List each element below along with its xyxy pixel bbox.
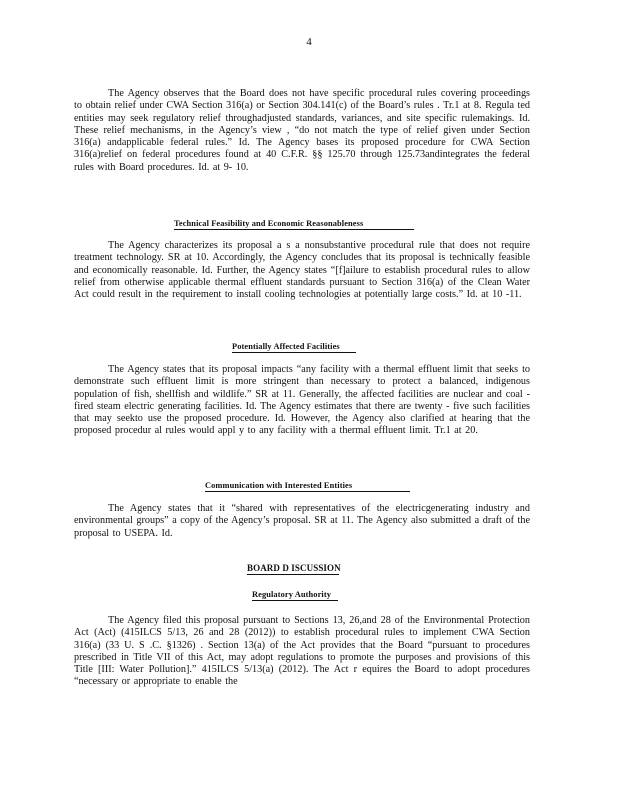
heading-board-discussion: BOARD D ISCUSSION <box>247 563 341 573</box>
heading-regulatory-authority: Regulatory Authority <box>252 590 338 601</box>
paragraph-agency-characterizes: The Agency characterizes its proposal a s a nonsubstantive procedural rule that does not require treatment technology. SR at 10. Accordingly, the Agency concludes that its proposal is technically feasible and economically reasonable. Id. Further, the Agency states “[f]ailure to establish procedural rules to allow relief from otherwise applicable thermal effluent standards pursuant to Section 316(a) of the Clean Water Act could result in the requirement to install cooling technologies at potentially large costs.” Id. at 10 -11. <box>74 240 530 301</box>
heading-technical-feasibility: Technical Feasibility and Economic Reasonableness <box>174 219 414 230</box>
page-number: 4 <box>306 36 312 48</box>
paragraph-agency-filed: The Agency filed this proposal pursuant to Sections 13, 26,and 28 of the Environmental Protection Act (Act) (415ILCS 5/13, 26 and 28 (2012)) to establish procedural rules to implement CWA Section 316(a) (33 U. S .C. §1326) . Section 13(a) of the Act provides that the Board “pursuant to procedures prescribed in Title VII of this Act, may adopt regulations to promote the purposes and provisions of this Title [III: Water Pollution].” 415ILCS 5/13(a) (2012). The Act r equires the Board to adopt procedures “necessary or appropriate to enable the <box>74 615 530 688</box>
paragraph-agency-states-impacts: The Agency states that its proposal impacts “any facility with a thermal effluent limit that seeks to demonstrate such effluent limit is more stringent than necessary to protect a balanced, indigenous population of fish, shellfish and wildlife.” SR at 11. Generally, the affected facilities are nuclear and coal -fired steam electric generating facilities. Id. The Agency estimates that there are twenty - five such facilities that may seekto use the proposed procedure. Id. However, the Agency also clarified at hearing that the proposed procedur al rules would appl y to any facility with a thermal effluent limit. Tr.1 at 20. <box>74 364 530 437</box>
heading-potentially-affected: Potentially Affected Facilities <box>232 342 356 353</box>
paragraph-agency-observes: The Agency observes that the Board does not have specific procedural rules covering proceedings to obtain relief under CWA Section 316(a) or Section 304.141(c) of the Board’s rules . Tr.1 at 8. Regula ted entities may seek regulatory relief throughadjusted standards, variances, and site specific rulemakings. Id. These relief mechanisms, in the Agency’s view , “do not match the type of relief given under Section 316(a) andapplicable federal rules.” Id. The Agency bases its proposed procedure for CWA Section 316(a)relief on federal procedures found at 40 C.F.R. §§ 125.70 through 125.73andintegrates the federal rules with Board procedures. Id. at 9- 10. <box>74 88 530 173</box>
paragraph-agency-shared: The Agency states that it “shared with representatives of the electricgenerating industry and environmental groups” a copy of the Agency’s proposal. SR at 11. The Agency also submitted a draft of the proposal to USEPA. Id. <box>74 503 530 539</box>
heading-communication: Communication with Interested Entities <box>205 481 410 492</box>
